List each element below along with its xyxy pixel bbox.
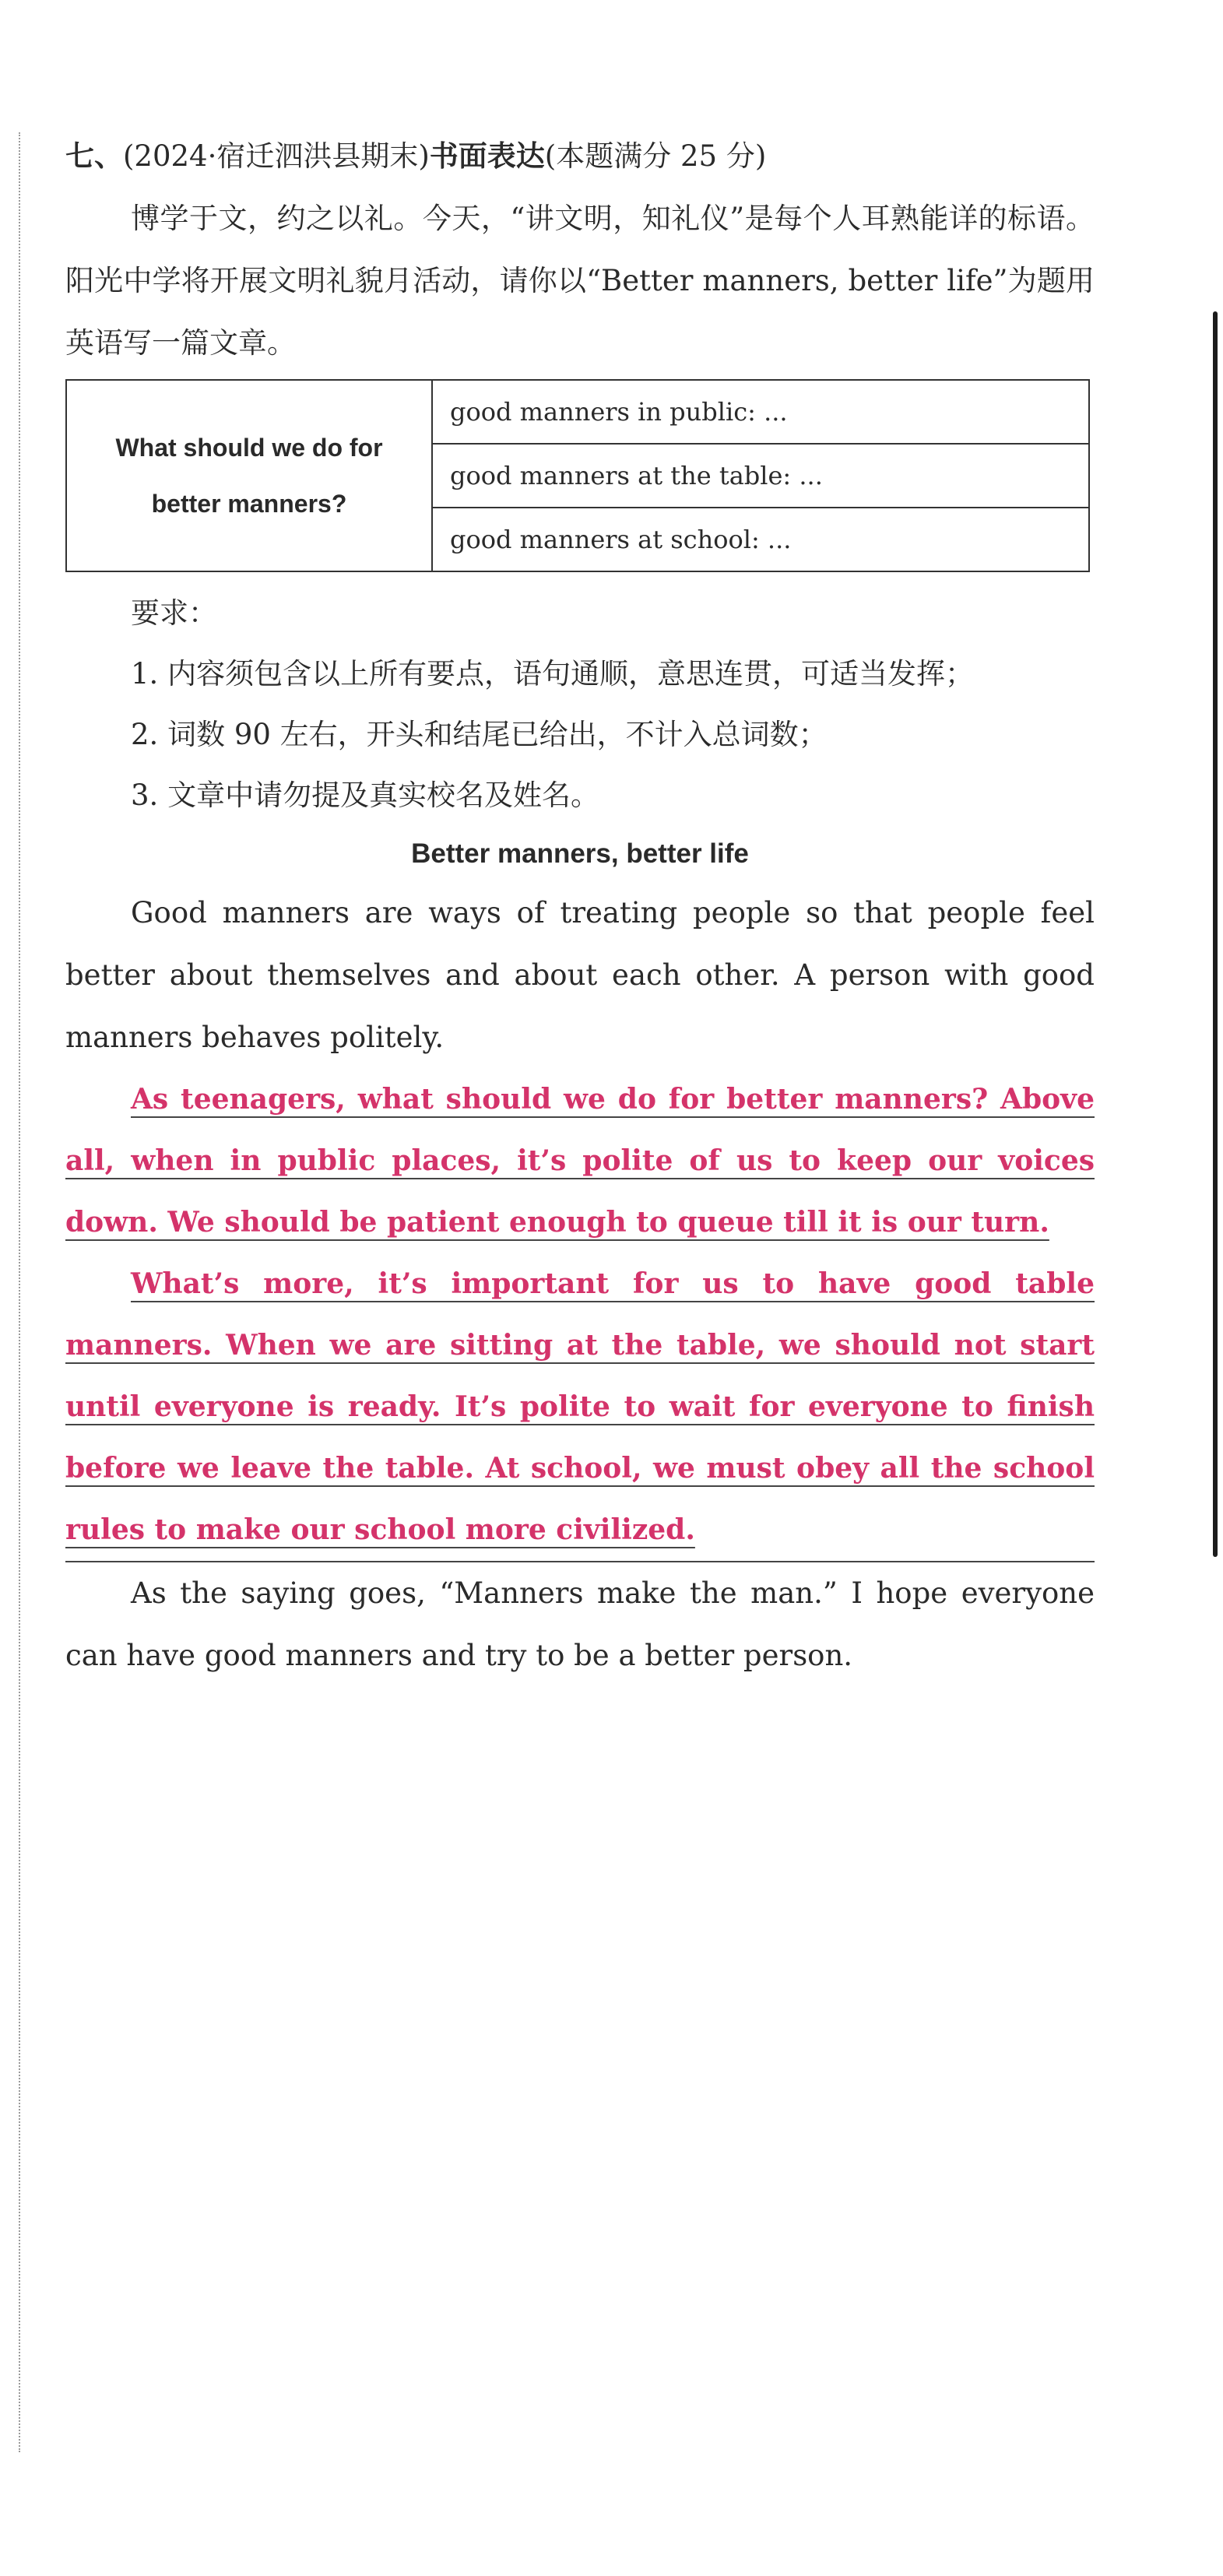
answer-paragraph-2: What’s more, it’s important for us to have good table manners. When we are sitting at the table, we should not start until everyone is ready. It’s polite to wait for everyone to finish before we leave the table. At school, we must obey all the school rules to make our school more civilized.	[65, 1267, 1095, 1546]
question-source: (2024·宿迁泗洪县期末)	[123, 139, 430, 173]
question-score: (本题满分 25 分)	[544, 139, 767, 173]
requirement-item-3: 3. 文章中请勿提及真实校名及姓名。	[131, 778, 600, 812]
key-points-table	[65, 379, 1090, 572]
requirements-title: 要求：	[131, 596, 217, 630]
question-heading	[65, 132, 1095, 180]
essay-title: Better manners, better life	[411, 838, 749, 869]
page-edge-shadow	[1213, 311, 1218, 1557]
table-row	[66, 380, 1089, 444]
question-type: 书面表达	[429, 139, 545, 173]
requirement-item-2: 2. 词数 90 左右，开头和结尾已给出，不计入总词数；	[131, 718, 828, 751]
question-section	[65, 132, 1095, 1687]
table-cell-school: good manners at school: ...	[432, 508, 1089, 571]
question-number: 七、	[65, 139, 123, 173]
essay-closing: As the saying goes, “Manners make the man.” I hope everyone can have good manners and try to be a better person.	[65, 1576, 1095, 1672]
table-cell-table: good manners at the table: ...	[432, 444, 1089, 508]
answer-block	[65, 1069, 1095, 1562]
prompt-text: 博学于文，约之以礼。今天，“讲文明，知礼仪”是每个人耳熟能详的标语。阳光中学将开展文明礼貌月活动，请你以“Better manners, better life”为题用英语写一篇文章。	[65, 202, 1095, 360]
requirement-item-1: 1. 内容须包含以上所有要点，语句通顺，意思连贯，可适当发挥；	[131, 657, 975, 691]
answer-paragraph-1: As teenagers, what should we do for better manners? Above all, when in public places, it’s polite of us to keep our voices down. We should be patient enough to queue till it is our turn.	[65, 1083, 1095, 1239]
table-cell-public: good manners in public: ...	[432, 380, 1089, 444]
table-left-label: What should we do for better manners?	[66, 380, 432, 571]
binding-margin-line	[19, 132, 20, 2452]
essay-opening: Good manners are ways of treating people so that people feel better about themselves and about each other. A person with good manners behaves politely.	[65, 896, 1095, 1054]
